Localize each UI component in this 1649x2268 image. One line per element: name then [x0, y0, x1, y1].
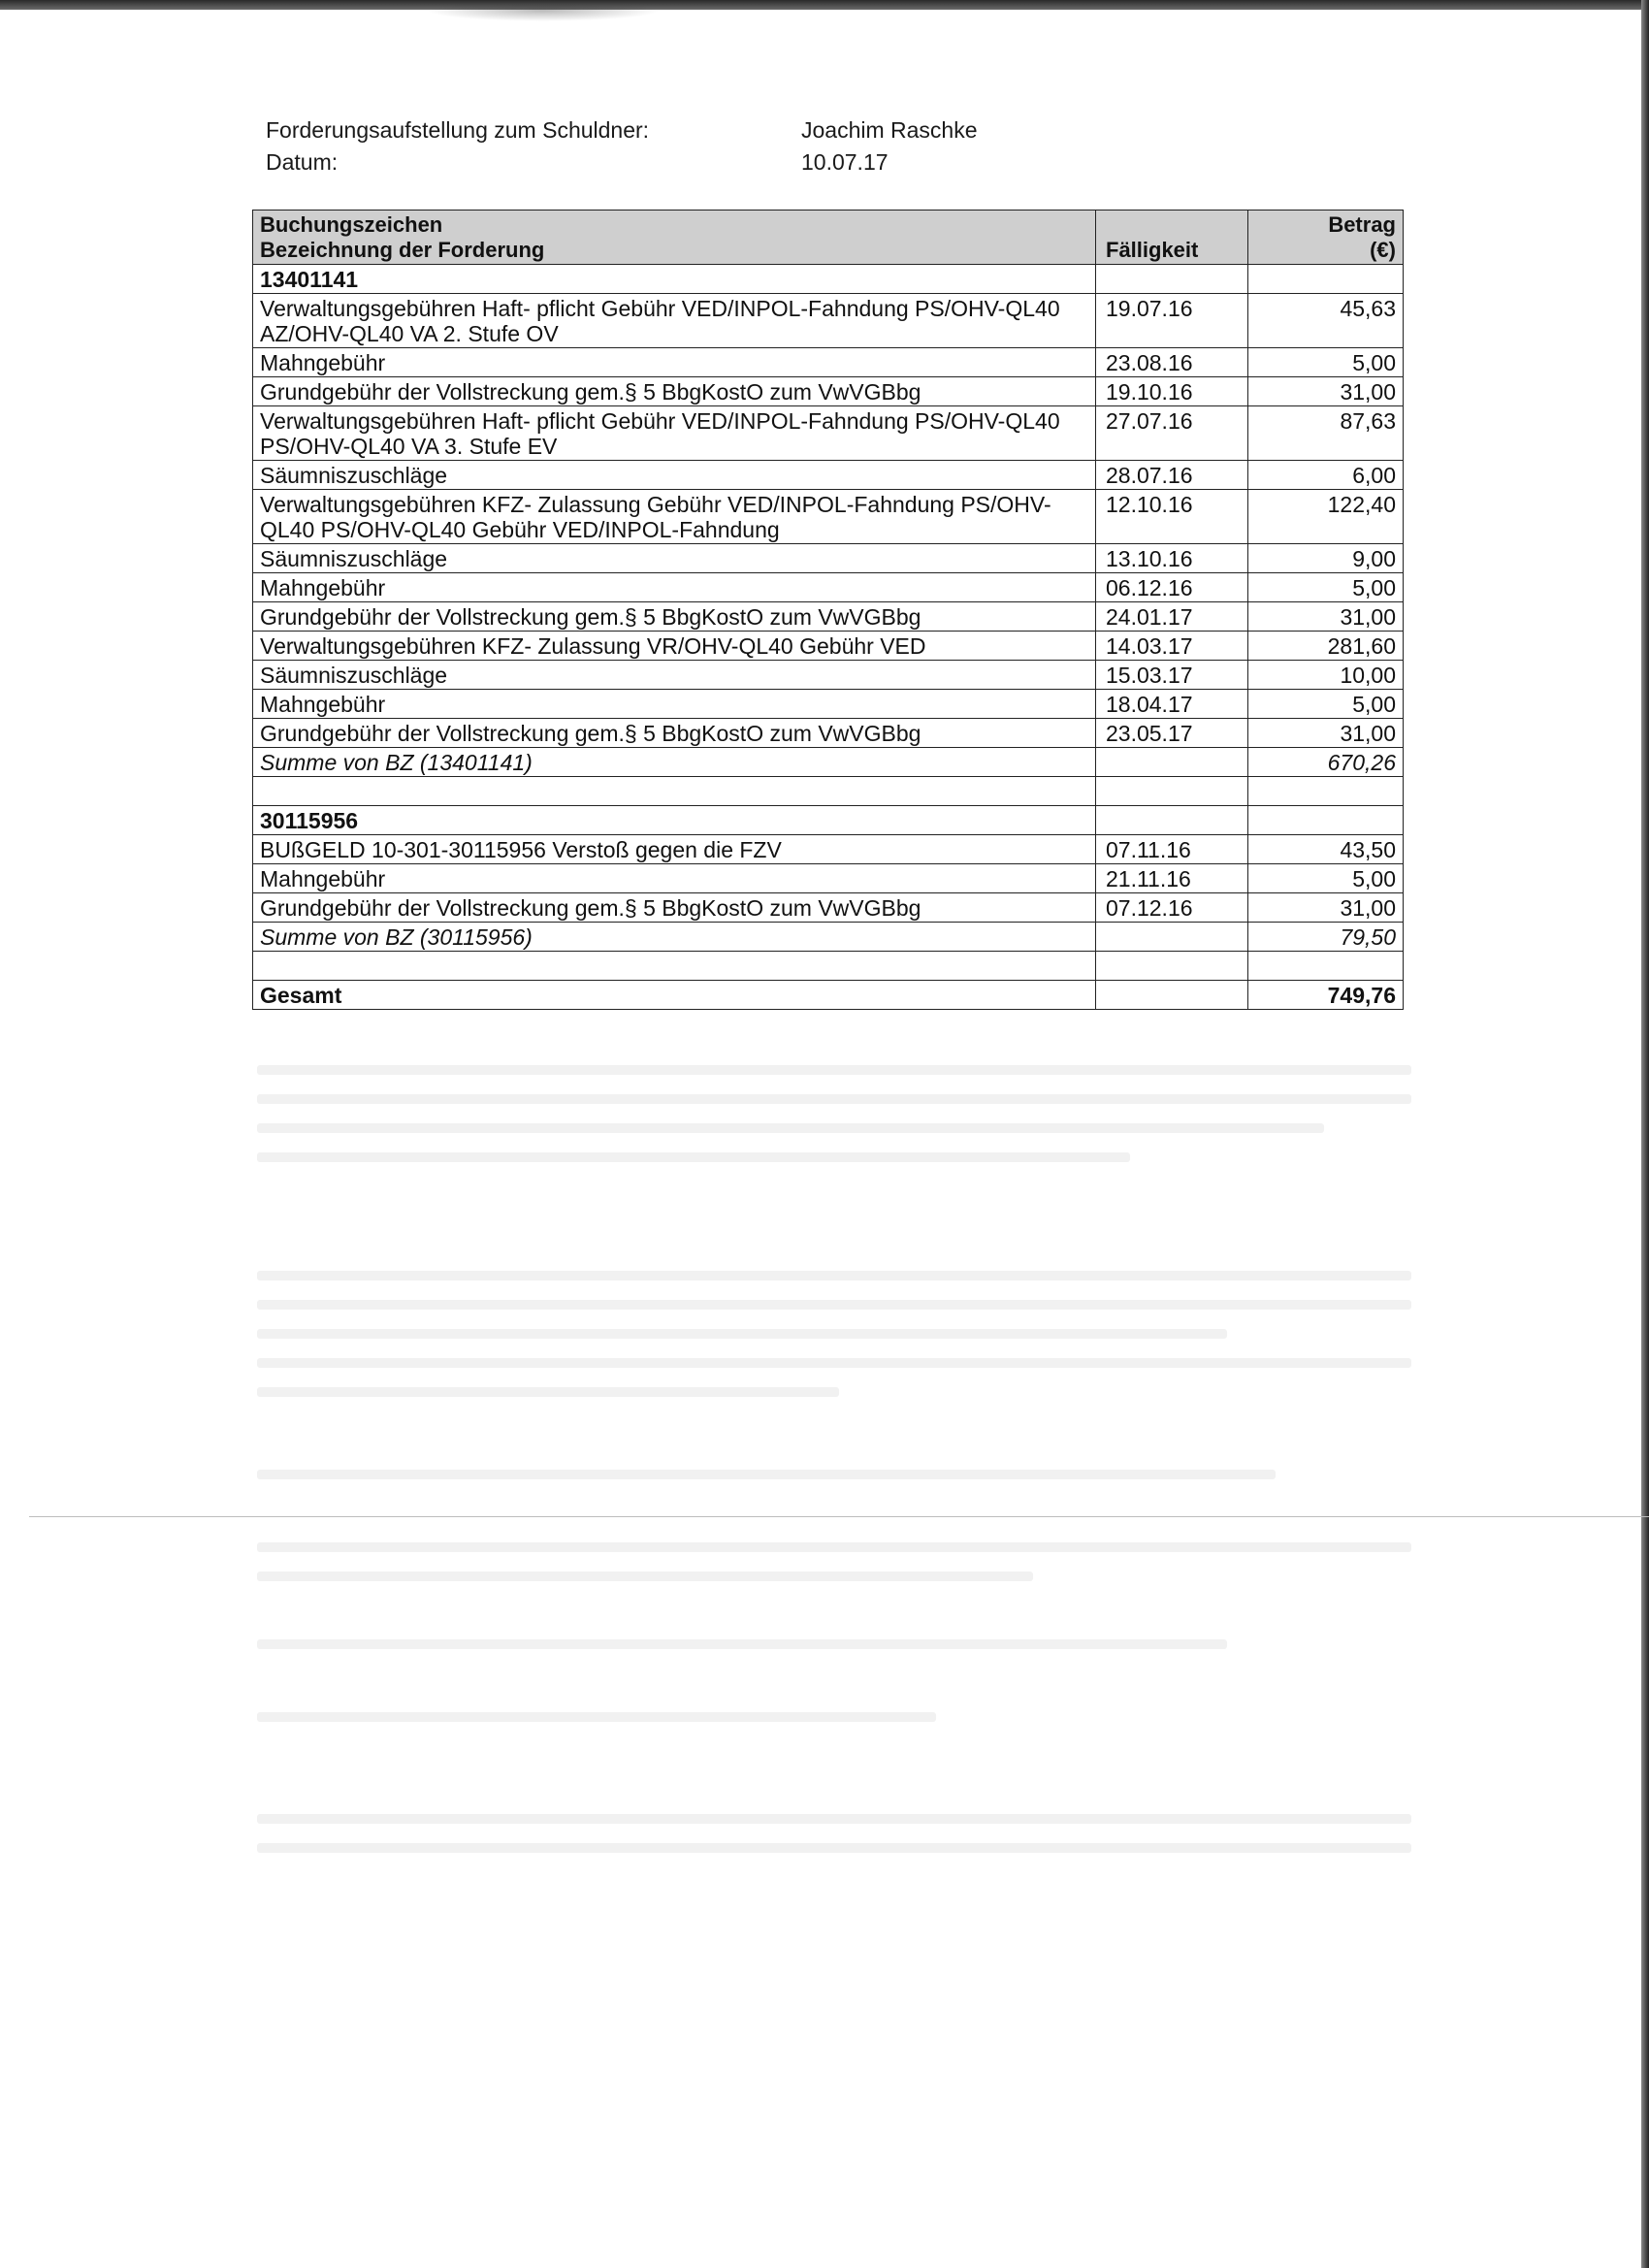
table-header-row: [253, 211, 1404, 265]
header-amount-line2: (€): [1370, 238, 1396, 262]
header-amount-line1: Betrag: [1328, 212, 1396, 237]
item-amount: 10,00: [1248, 661, 1404, 690]
subtotal-label: Summe von BZ (13401141): [253, 748, 1096, 777]
item-description: Grundgebühr der Vollstreckung gem.§ 5 BbgKostO zum VwVGBbg: [253, 602, 1096, 632]
item-due: 23.08.16: [1096, 348, 1248, 377]
item-description: Verwaltungsgebühren KFZ- Zulassung Gebühr VED/INPOL-Fahndung PS/OHV-QL40 PS/OHV-QL40 Gebühr VED/INPOL-Fahndung: [253, 490, 1096, 544]
scan-edge-top: [0, 0, 1649, 10]
subtotal-amount: 670,26: [1248, 748, 1404, 777]
subtotal-amount: 79,50: [1248, 923, 1404, 952]
table-row: [253, 544, 1404, 573]
item-description: Grundgebühr der Vollstreckung gem.§ 5 BbgKostO zum VwVGBbg: [253, 377, 1096, 406]
table-row: [253, 377, 1404, 406]
item-description: Säumniszuschläge: [253, 544, 1096, 573]
debtor-name: Joachim Raschke: [801, 117, 978, 143]
group-row: [253, 806, 1404, 835]
total-row: [253, 981, 1404, 1010]
item-amount: 31,00: [1248, 602, 1404, 632]
header-amount: [1248, 211, 1404, 265]
table-row: [253, 461, 1404, 490]
item-description: Mahngebühr: [253, 690, 1096, 719]
item-due: 14.03.17: [1096, 632, 1248, 661]
item-amount: 5,00: [1248, 690, 1404, 719]
item-amount: 122,40: [1248, 490, 1404, 544]
item-amount: 5,00: [1248, 864, 1404, 893]
total-amount: 749,76: [1248, 981, 1404, 1010]
date-value: 10.07.17: [801, 149, 889, 175]
item-description: Verwaltungsgebühren Haft- pflicht Gebühr VED/INPOL-Fahndung PS/OHV-QL40 PS/OHV-QL40 VA 3. Stufe EV: [253, 406, 1096, 461]
table-row: [253, 632, 1404, 661]
header-booking-line1: Buchungszeichen: [260, 212, 443, 237]
item-amount: 281,60: [1248, 632, 1404, 661]
item-amount: 31,00: [1248, 719, 1404, 748]
header-booking: [253, 211, 1096, 265]
item-due: 28.07.16: [1096, 461, 1248, 490]
item-due: 15.03.17: [1096, 661, 1248, 690]
table-row: [253, 348, 1404, 377]
table-row: [253, 864, 1404, 893]
group-id: 30115956: [253, 806, 1096, 835]
item-description: Säumniszuschläge: [253, 461, 1096, 490]
spacer-row: [253, 777, 1404, 806]
item-due: 06.12.16: [1096, 573, 1248, 602]
item-due: 19.10.16: [1096, 377, 1248, 406]
subtotal-row: [253, 748, 1404, 777]
header-booking-line2: Bezeichnung der Forderung: [260, 238, 545, 262]
header-due: Fälligkeit: [1096, 211, 1248, 265]
item-description: Verwaltungsgebühren Haft- pflicht Gebühr VED/INPOL-Fahndung PS/OHV-QL40 AZ/OHV-QL40 VA 2. Stufe OV: [253, 294, 1096, 348]
item-amount: 87,63: [1248, 406, 1404, 461]
item-description: Säumniszuschläge: [253, 661, 1096, 690]
item-due: 12.10.16: [1096, 490, 1248, 544]
item-amount: 45,63: [1248, 294, 1404, 348]
item-amount: 9,00: [1248, 544, 1404, 573]
fold-line: [29, 1516, 1649, 1517]
item-due: 13.10.16: [1096, 544, 1248, 573]
item-description: Mahngebühr: [253, 864, 1096, 893]
table-row: [253, 490, 1404, 544]
item-amount: 5,00: [1248, 573, 1404, 602]
scan-smudge: [427, 0, 660, 21]
item-due: 27.07.16: [1096, 406, 1248, 461]
item-amount: 43,50: [1248, 835, 1404, 864]
item-due: 23.05.17: [1096, 719, 1248, 748]
item-description: Mahngebühr: [253, 348, 1096, 377]
group-row: [253, 265, 1404, 294]
item-due: 19.07.16: [1096, 294, 1248, 348]
item-due: 07.12.16: [1096, 893, 1248, 923]
table-row: [253, 835, 1404, 864]
item-amount: 31,00: [1248, 377, 1404, 406]
table-row: [253, 661, 1404, 690]
item-due: 21.11.16: [1096, 864, 1248, 893]
item-description: Grundgebühr der Vollstreckung gem.§ 5 BbgKostO zum VwVGBbg: [253, 719, 1096, 748]
item-amount: 5,00: [1248, 348, 1404, 377]
table-row: [253, 719, 1404, 748]
subtotal-row: [253, 923, 1404, 952]
item-amount: 31,00: [1248, 893, 1404, 923]
table-row: [253, 573, 1404, 602]
table-row: [253, 602, 1404, 632]
item-description: BUßGELD 10-301-30115956 Verstoß gegen die FZV: [253, 835, 1096, 864]
debtor-label: Forderungsaufstellung zum Schuldner:: [266, 117, 650, 143]
item-amount: 6,00: [1248, 461, 1404, 490]
item-due: 07.11.16: [1096, 835, 1248, 864]
table-row: [253, 294, 1404, 348]
item-due: 18.04.17: [1096, 690, 1248, 719]
claims-table: [252, 210, 1404, 1010]
subtotal-label: Summe von BZ (30115956): [253, 923, 1096, 952]
item-due: 24.01.17: [1096, 602, 1248, 632]
date-label: Datum:: [266, 149, 339, 175]
item-description: Mahngebühr: [253, 573, 1096, 602]
total-label: Gesamt: [253, 981, 1096, 1010]
table-row: [253, 690, 1404, 719]
group-id: 13401141: [253, 265, 1096, 294]
item-description: Grundgebühr der Vollstreckung gem.§ 5 BbgKostO zum VwVGBbg: [253, 893, 1096, 923]
spacer-row: [253, 952, 1404, 981]
item-description: Verwaltungsgebühren KFZ- Zulassung VR/OHV-QL40 Gebühr VED: [253, 632, 1096, 661]
table-row: [253, 406, 1404, 461]
table-row: [253, 893, 1404, 923]
scan-edge-right: [1641, 0, 1649, 2268]
